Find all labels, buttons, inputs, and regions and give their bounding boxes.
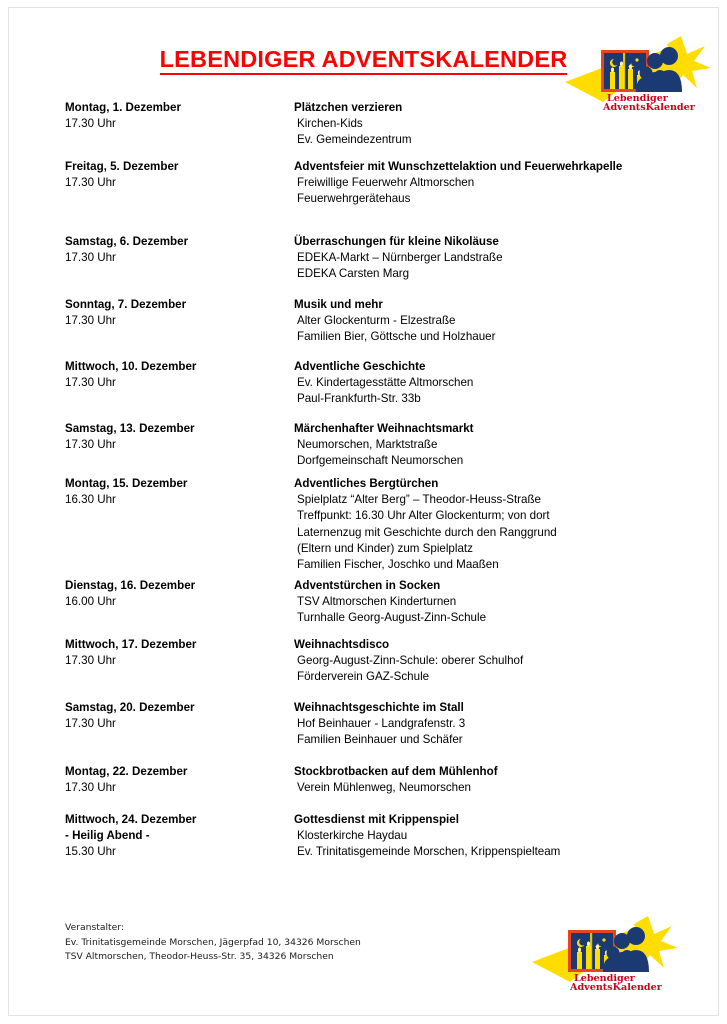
entry-date-column	[65, 812, 290, 861]
entry-day: Mittwoch, 24. Dezember	[65, 813, 197, 826]
entry-time: 16.00 Uhr	[65, 595, 116, 609]
entry-info-column	[294, 359, 624, 408]
entry-detail-line: Förderverein GAZ-Schule	[297, 670, 430, 684]
entry-time: 17.30 Uhr	[65, 376, 116, 390]
entry-title: Musik und mehr	[294, 298, 383, 311]
entry-detail-line: EDEKA Carsten Marg	[297, 267, 410, 281]
entry-info-column	[294, 812, 624, 861]
entry-time: 17.30 Uhr	[65, 117, 116, 131]
entry-day: Dienstag, 16. Dezember	[65, 579, 196, 592]
entry-title: Adventliche Geschichte	[294, 360, 426, 373]
entry-day: Sonntag, 7. Dezember	[65, 298, 187, 311]
entry-day: Mittwoch, 10. Dezember	[65, 360, 197, 373]
entry-title: Adventstürchen in Socken	[294, 579, 441, 592]
entry-day-note: - Heilig Abend -	[65, 829, 150, 843]
entry-info-column	[294, 100, 624, 149]
entry-detail-line: Ev. Gemeindezentrum	[297, 133, 412, 147]
entry-day: Samstag, 6. Dezember	[65, 235, 189, 248]
footer-line: TSV Altmorschen, Theodor-Heuss-Str. 35, 34326 Morschen	[65, 951, 334, 962]
entry-date-column	[65, 100, 290, 132]
entry-day: Freitag, 5. Dezember	[65, 160, 179, 173]
entry-date-column	[65, 476, 290, 508]
entry-info-column	[294, 578, 624, 627]
advent-calendar-logo-icon	[530, 910, 682, 994]
entry-day: Samstag, 13. Dezember	[65, 422, 195, 435]
entry-date-column	[65, 637, 290, 669]
entry-day: Montag, 15. Dezember	[65, 477, 188, 490]
entry-detail-line: Georg-August-Zinn-Schule: oberer Schulhof	[297, 654, 524, 668]
entry-detail-line: EDEKA-Markt – Nürnberger Landstraße	[297, 251, 503, 265]
entry-title: Gottesdienst mit Krippenspiel	[294, 813, 459, 826]
entry-time: 16.30 Uhr	[65, 493, 116, 507]
entry-info-column	[294, 159, 624, 208]
entry-info-column	[294, 764, 624, 796]
entry-date-column	[65, 421, 290, 453]
entry-date-column	[65, 159, 290, 191]
entry-detail-line: Dorfgemeinschaft Neumorschen	[297, 454, 464, 468]
footer-line: Veranstalter:	[65, 922, 124, 933]
entry-date-column	[65, 234, 290, 266]
entry-detail-line: Freiwillige Feuerwehr Altmorschen	[297, 176, 475, 190]
entry-detail-line: Alter Glockenturm - Elzestraße	[297, 314, 456, 328]
entry-date-column	[65, 359, 290, 391]
entry-title: Adventliches Bergtürchen	[294, 477, 439, 490]
logo-text-line2: AdventsKalender	[570, 982, 662, 993]
logo-bottom	[530, 910, 682, 994]
entry-title: Stockbrotbacken auf dem Mühlenhof	[294, 765, 498, 778]
entry-title: Weihnachtsgeschichte im Stall	[294, 701, 464, 714]
entry-info-column	[294, 476, 624, 573]
entry-date-column	[65, 578, 290, 610]
entry-date-column	[65, 700, 290, 732]
entry-day: Montag, 22. Dezember	[65, 765, 188, 778]
entry-day: Mittwoch, 17. Dezember	[65, 638, 197, 651]
entry-info-column	[294, 234, 624, 283]
entry-detail-line: Feuerwehrgerätehaus	[297, 192, 411, 206]
logo-text-line2: AdventsKalender	[603, 102, 695, 113]
entry-day: Montag, 1. Dezember	[65, 101, 181, 114]
entry-title: Märchenhafter Weihnachtsmarkt	[294, 422, 474, 435]
entry-title: Adventsfeier mit Wunschzettelaktion und Feuerwehrkapelle	[294, 160, 623, 173]
entry-detail-line: Treffpunkt: 16.30 Uhr Alter Glockenturm; von dort	[297, 509, 550, 523]
entry-detail-line: Familien Fischer, Joschko und Maaßen	[297, 558, 499, 572]
entry-detail-line: Familien Bier, Göttsche und Holzhauer	[297, 330, 496, 344]
entry-time: 17.30 Uhr	[65, 654, 116, 668]
entry-info-column	[294, 700, 624, 749]
entry-title: Weihnachtsdisco	[294, 638, 390, 651]
entry-detail-line: Neumorschen, Marktstraße	[297, 438, 438, 452]
entry-detail-line: Familien Beinhauer und Schäfer	[297, 733, 463, 747]
entry-time: 17.30 Uhr	[65, 176, 116, 190]
entry-detail-line: Kirchen-Kids	[297, 117, 363, 131]
entry-time: 17.30 Uhr	[65, 251, 116, 265]
entry-detail-line: Ev. Trinitatisgemeinde Morschen, Krippenspielteam	[297, 845, 561, 859]
entry-detail-line: Ev. Kindertagesstätte Altmorschen	[297, 376, 474, 390]
entry-info-column	[294, 637, 624, 686]
entry-title: Plätzchen verzieren	[294, 101, 403, 114]
entry-title: Überraschungen für kleine Nikoläuse	[294, 235, 499, 248]
entry-time: 17.30 Uhr	[65, 781, 116, 795]
entry-time: 17.30 Uhr	[65, 314, 116, 328]
entry-detail-line: Spielplatz “Alter Berg” – Theodor-Heuss-Straße	[297, 493, 542, 507]
entry-detail-line: Klosterkirche Haydau	[297, 829, 408, 843]
entry-detail-line: TSV Altmorschen Kinderturnen	[297, 595, 457, 609]
logo-text-line1: Lebendiger	[607, 93, 668, 104]
entry-info-column	[294, 297, 624, 346]
entry-detail-line: Paul-Frankfurth-Str. 33b	[297, 392, 421, 406]
entry-date-column	[65, 764, 290, 796]
entry-detail-line: Hof Beinhauer - Landgrafenstr. 3	[297, 717, 466, 731]
entry-detail-line: Turnhalle Georg-August-Zinn-Schule	[297, 611, 487, 625]
entry-time: 17.30 Uhr	[65, 438, 116, 452]
entry-detail-line: Laternenzug mit Geschichte durch den Ranggrund	[297, 525, 557, 539]
page-title-text: LEBENDIGER ADVENTSKALENDER	[160, 47, 568, 75]
entry-detail-line: (Eltern und Kinder) zum Spielplatz	[297, 541, 473, 555]
logo-text-line1: Lebendiger	[574, 973, 635, 984]
entry-day: Samstag, 20. Dezember	[65, 701, 195, 714]
entry-detail-line: Verein Mühlenweg, Neumorschen	[297, 781, 472, 795]
footer-organizers	[65, 921, 485, 965]
entry-info-column	[294, 421, 624, 470]
footer-line: Ev. Trinitatisgemeinde Morschen, Jägerpfad 10, 34326 Morschen	[65, 936, 361, 948]
entry-date-column	[65, 297, 290, 329]
entry-time: 15.30 Uhr	[65, 845, 116, 859]
entry-time: 17.30 Uhr	[65, 717, 116, 731]
